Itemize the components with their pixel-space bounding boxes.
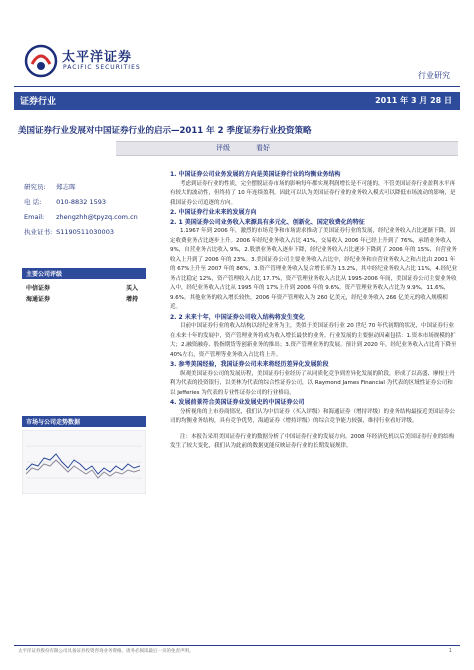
header-bar <box>14 92 460 110</box>
table-row <box>22 292 146 303</box>
company-ratings-title: 主要公司评级 <box>26 271 63 278</box>
analyst-cert-row <box>24 225 144 240</box>
paragraph: 分析视角的上市券商情况，我们认为中信证券（买入评级）和海通证券（增持评级）的业务结构最接近美国证券公司的均衡业务结构，具有竞争优势，海通证券（增持评级）的综合竞争能力较强，维持行业看好评级。 <box>170 408 456 424</box>
paragraph: 目前中国证券行业的收入结构以经纪业务为主，类似于美国证券行业 20 世纪 70 年代初期的状况，中国证券行业在未来十年的发展中，资产管理业务将成为收入增长最快的业务。行业发展的主要驱动因素包括：1.资本市场规模的扩大；2.融资融券、股指期货等创新业务的推出；3.资产管理业务的发展。预计到 2020 年，经纪业务收入占比将下降至 40%左右，资产管理等业务收入占比将上升。 <box>170 323 457 358</box>
company-name: 海通证券 <box>26 296 51 303</box>
report-type: 行业研究 <box>418 71 450 80</box>
report-title: 美国证券行业发展对中国证券行业的启示—2011 年 2 季度证券行业投资策略 <box>18 126 312 136</box>
analyst-name-label: 研究员: <box>24 183 46 191</box>
analyst-cert-label: 执业证书: <box>24 228 53 236</box>
company-rating: 增持 <box>125 296 138 303</box>
market-chart-title: 市场与公司走势数据 <box>26 419 81 426</box>
company-name-cn: 太平洋证券 <box>62 50 133 65</box>
analyst-cert: S1190511030003 <box>56 228 114 236</box>
analyst-phone-row <box>24 195 144 210</box>
analyst-email-label: Email: <box>24 213 45 221</box>
paragraph: 1.1967 年到 2006 年，激烈的市场竞争和市场需求推动了美国证券行业的发展，经纪业务收入占比逐渐下降，固定收费业务占比逐步上升。2006 年经纪业务收入占比 41%，交易收入 2006 年已经上升到了 76%，承销业务收入 9%，自营业务占比收入 9%，2.股票业务收入逐步下降，经纪业务收入占比逐步下降到了 2006 年的 15%，自营业务收入上升到了 2006 年的 23%。3.美国证券公司主要业务收入占比中，经纪业务和自营业务收入之和占比由 2001 年的 67%上升至 2007 年的 86%，3.资产管理业务收入复合增长率为 13.2%，其中经纪业务收入占比 11%，4.经纪业务占比稳定 12%，资产管理收入占比 17.7%，资产管理业务收入占比从 1995-2006 年间，美国证券公司主要业务收入中，经纪业务收入占比从 1995 年的 17%上升到 2006 年的 9.6%，资产管理业务收入占比为 9.9%，11.6%，9.6%。其他业务的收入增长较快，2006 年资产管理收入为 260 亿美元，经纪业务收入 266 亿美元的收入规模相近。 <box>170 228 458 310</box>
industry-label: 证券行业 <box>20 97 57 107</box>
rating-label: 评级 <box>216 144 230 152</box>
paragraph: 纵观美国证券公司的发展历程，美国证券行业经历了从同质化竞争到差异化发展的阶段，形成了以高盛、摩根士丹利为代表的投资银行，以美林为代表的综合性证券公司，以 Raymond James Financial 为代表的区域性证券公司和以 Jefferies 为代表的专业性证券公司的行业格局。 <box>170 370 456 396</box>
company-logo-icon <box>24 44 58 78</box>
report-date: 2011 年 3 月 28 日 <box>375 96 452 105</box>
section-heading: 3. 参考美国经验，我国证券公司未来将经历差异化发展阶段 <box>170 361 329 368</box>
subsection-heading: 2. 1 美国证券公司业务收入来源具有多元化、创新化、国定收费化的特征 <box>170 218 365 226</box>
analyst-phone-label: 电 话: <box>24 198 42 206</box>
main-content <box>170 170 458 452</box>
analyst-email-row <box>24 210 144 225</box>
analyst-info <box>24 180 144 240</box>
market-chart <box>22 430 146 494</box>
market-chart-header <box>22 416 146 427</box>
company-ratings-header <box>22 268 146 279</box>
company-rating: 买入 <box>125 285 138 292</box>
rating-value: 看好 <box>256 144 270 152</box>
page-number: 1 <box>448 648 452 654</box>
company-name: 中信证券 <box>26 285 51 292</box>
section-heading: 2. 中国证券行业未来的发展方向 <box>170 209 257 216</box>
subsection-heading: 2. 2 未来十年，中国证券公司收入结构将发生变化 <box>170 313 305 321</box>
header-divider <box>14 86 460 87</box>
analyst-email[interactable]: zhengzhh@tpyzq.com.cn <box>56 213 138 221</box>
section-heading: 1. 中国证券公司业务发展的方向是美国证券行业的均衡业务结构 <box>170 171 341 178</box>
paragraph: 考虑到证券行业的性质，完全摆脱证券市场的影响每年都实现利润增长是不可能的，不管美国证券行业盈利水平再有较大的波动性，但终持了 10 年连续盈利，因此可以认为美国证券行业的业务收入模式可以降低市场波动的影响，是我国证券公司追逐的方向。 <box>170 180 456 206</box>
company-name-en: PACIFIC SECURITIES <box>63 64 141 71</box>
analyst-name: 郑志晖 <box>56 183 76 191</box>
footer-disclaimer: 太平洋证券股份有限公司具备证券投资咨询业务资格。请务必阅读最后一页的免责声明。 <box>18 649 194 654</box>
table-row <box>22 281 146 292</box>
analyst-phone: 010-8832 1593 <box>56 198 106 206</box>
footer-divider <box>14 645 460 646</box>
section-heading: 4. 发展前景符合美国证券业发展史的中国证券公司 <box>170 399 305 406</box>
note-paragraph: 注：本报告采用美国证券行业的数据分析了中国证券行业的发展方向。2008 年经济危机以后美国证券行业的结构发生了较大变化，我们认为此前的数据更能反映证券行业的长期发展规律。 <box>170 433 455 449</box>
company-ratings-table <box>22 281 146 303</box>
rating-bar <box>116 141 458 156</box>
analyst-name-row <box>24 180 144 195</box>
